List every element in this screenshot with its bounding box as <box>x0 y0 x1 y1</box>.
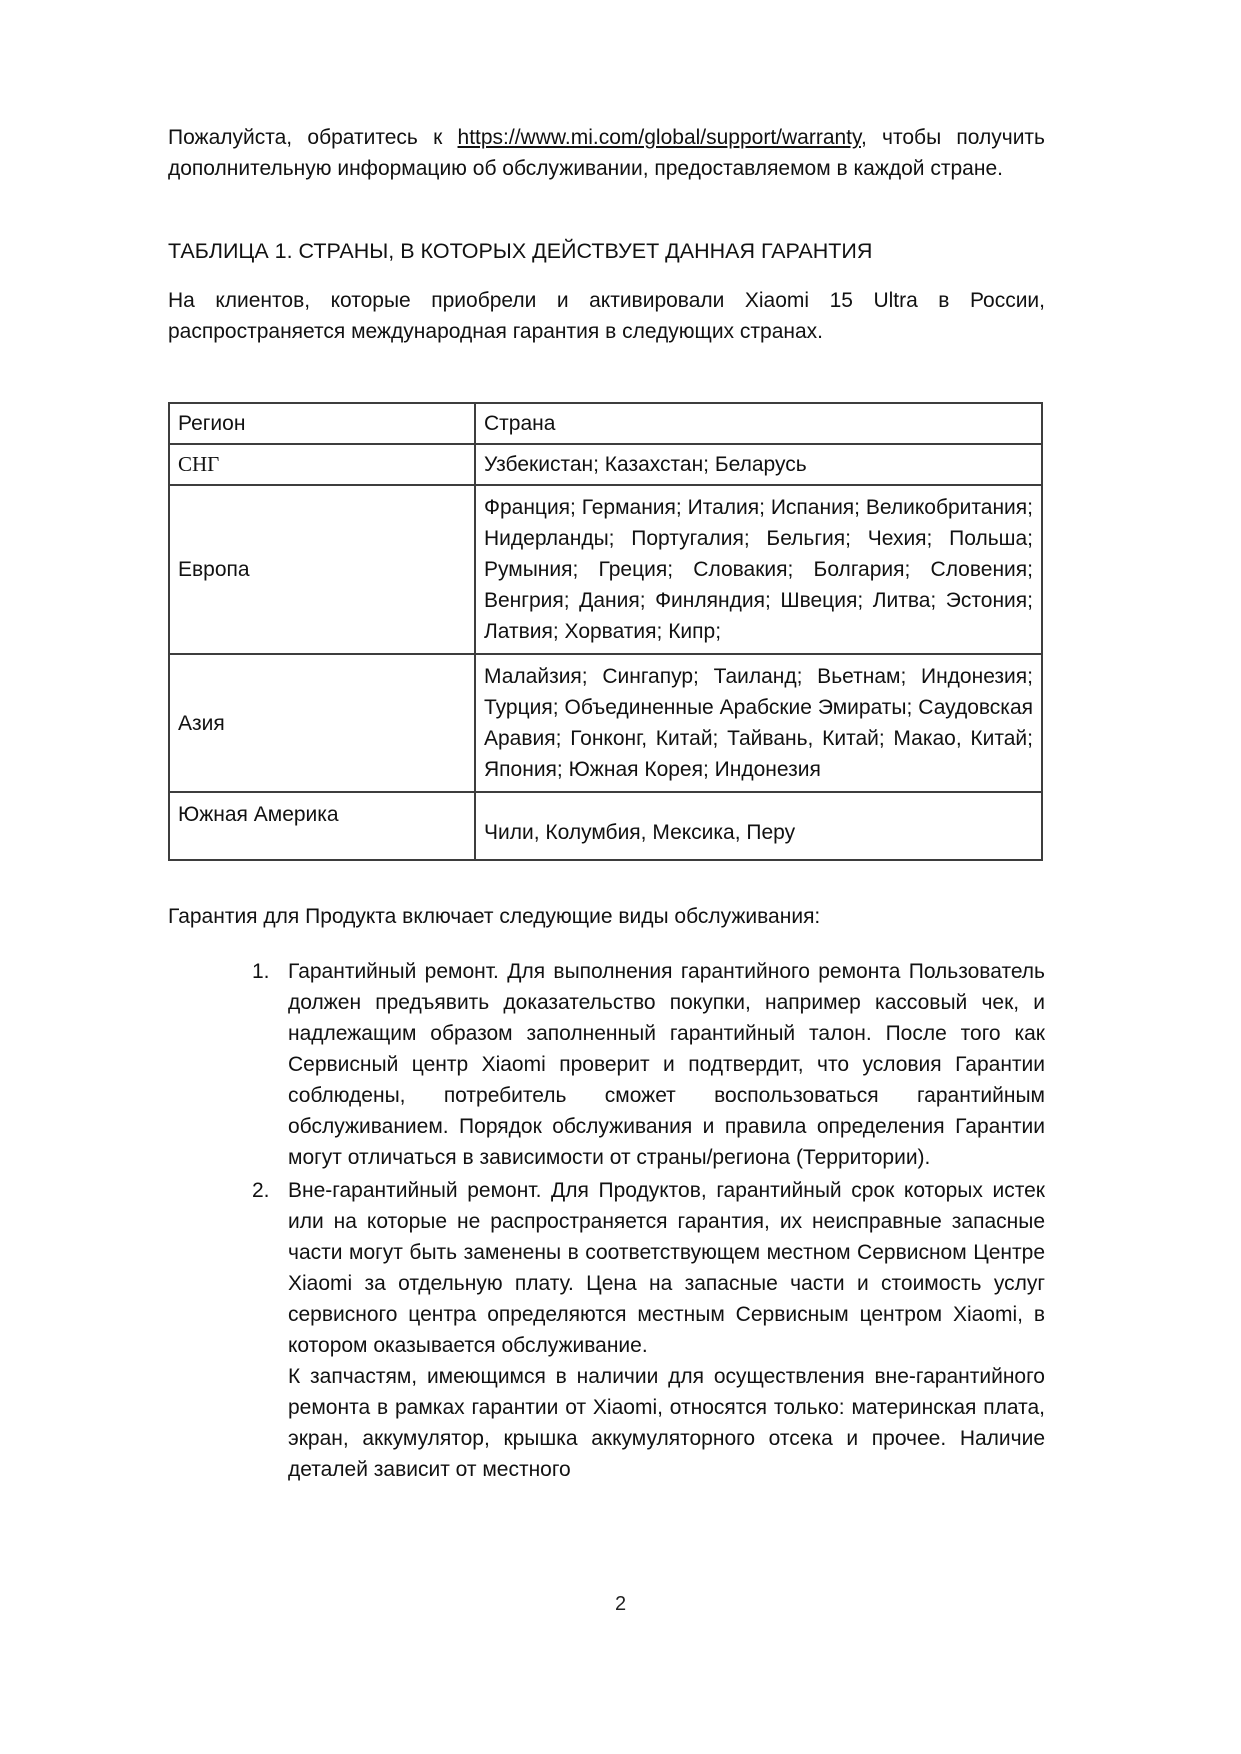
countries-cell-south-america: Чили, Колумбия, Мексика, Перу <box>475 792 1042 860</box>
table-row-south-america <box>169 792 1042 860</box>
warranty-url-link[interactable]: https://www.mi.com/global/support/warranty <box>457 126 861 149</box>
table-description-paragraph: На клиентов, которые приобрели и активировали Xiaomi 15 Ultra в России, распространяется международная гарантия в следующих странах. <box>168 289 1045 343</box>
region-column-header: Регион <box>169 403 475 444</box>
intro-text-before-link: Пожалуйста, обратитесь к <box>168 126 458 149</box>
list-item-warranty-repair <box>252 956 1045 1173</box>
services-intro-paragraph: Гарантия для Продукта включает следующие виды обслуживания: <box>168 905 821 928</box>
region-cell-cis: СНГ <box>169 444 475 485</box>
document-content <box>168 122 1045 1487</box>
list-item-2-text: Вне-гарантийный ремонт. Для Продуктов, гарантийный срок которых истек или на которые не распространяется гарантия, их неисправные запасные части могут быть заменены в соответствующем местном Сервисном Центре Xiaomi за отдельную плату. Цена на запасные части и стоимость услуг сервисного центра определяются местным Сервисным центром Xiaomi, в котором оказывается обслуживание. <box>288 1179 1045 1357</box>
table-row-asia <box>169 654 1042 792</box>
countries-cell-cis: Узбекистан; Казахстан; Беларусь <box>475 444 1042 485</box>
table-row-cis <box>169 444 1042 485</box>
list-item-2-number: 2. <box>252 1179 270 1202</box>
countries-cell-europe: Франция; Германия; Италия; Испания; Великобритания; Нидерланды; Португалия; Бельгия; Чехия; Польша; Румыния; Греция; Словакия; Болгария; Словения; Венгрия; Дания; Финляндия; Швеция; Литва; Эстония; Латвия; Хорватия; Кипр; <box>475 485 1042 654</box>
services-list <box>252 956 1045 1485</box>
list-item-1-number: 1. <box>252 960 270 983</box>
list-item-2-continuation: К запчастям, имеющимся в наличии для осуществления вне-гарантийного ремонта в рамках гарантии от Xiaomi, относятся только: материнская плата, экран, аккумулятор, крышка аккумуляторного отсека и прочее. Наличие деталей зависит от местного <box>288 1365 1045 1481</box>
list-item-out-of-warranty-repair <box>252 1175 1045 1485</box>
intro-text-after-link: , чтобы получить дополнительную информацию об обслуживании, предоставляемом в каждой стране. <box>168 126 1045 180</box>
region-cell-asia: Азия <box>169 654 475 792</box>
page-number: 2 <box>614 1593 627 1615</box>
countries-cell-asia: Малайзия; Сингапур; Таиланд; Вьетнам; Индонезия; Турция; Объединенные Арабские Эмираты; Саудовская Аравия; Гонконг, Китай; Тайвань, Китай; Макао, Китай; Япония; Южная Корея; Индонезия <box>475 654 1042 792</box>
country-column-header: Страна <box>475 403 1042 444</box>
region-cell-europe: Европа <box>169 485 475 654</box>
region-cell-south-america: Южная Америка <box>169 792 475 860</box>
warranty-countries-table <box>168 402 1043 861</box>
intro-paragraph <box>168 122 1045 184</box>
table-row-europe <box>169 485 1042 654</box>
table-header-row <box>169 403 1042 444</box>
list-item-1-text: Гарантийный ремонт. Для выполнения гарантийного ремонта Пользователь должен предъявить доказательство покупки, например кассовый чек, и надлежащим образом заполненный гарантийный талон. После того как Сервисный центр Xiaomi проверит и подтвердит, что условия Гарантии соблюдены, потребитель сможет воспользоваться гарантийным обслуживанием. Порядок обслуживания и правила определения Гарантии могут отличаться в зависимости от страны/региона (Территории). <box>288 960 1045 1169</box>
table-1-heading: ТАБЛИЦА 1. СТРАНЫ, В КОТОРЫХ ДЕЙСТВУЕТ ДАННАЯ ГАРАНТИЯ <box>168 239 873 263</box>
